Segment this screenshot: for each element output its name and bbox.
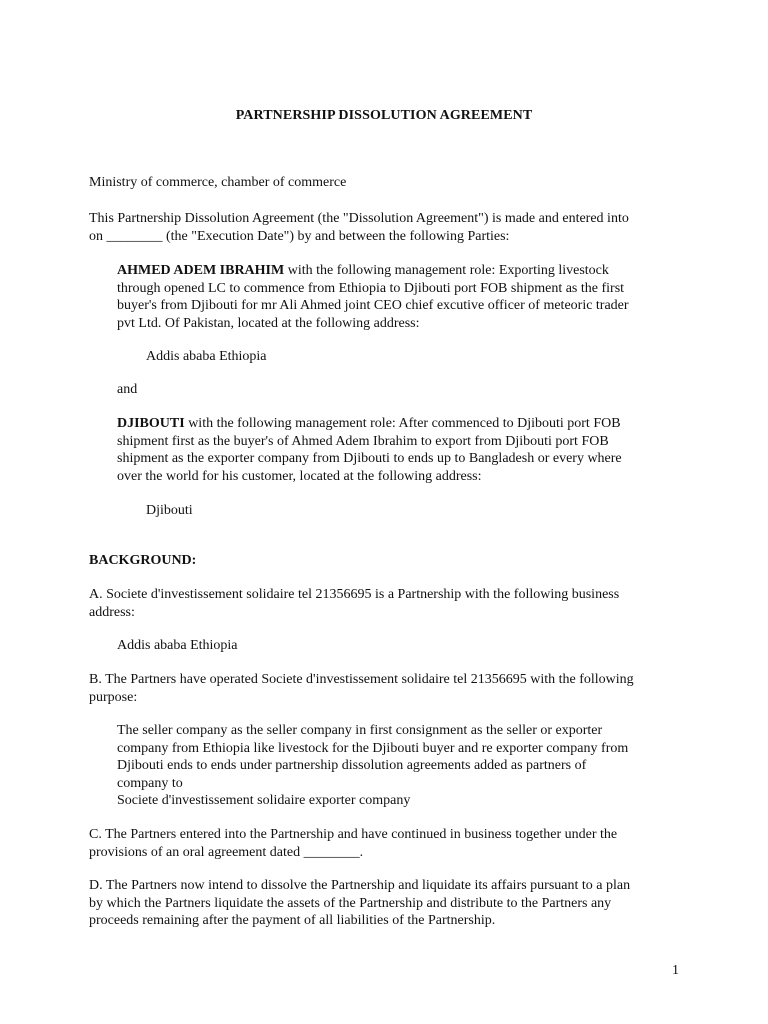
section-b-paragraph bbox=[89, 671, 689, 706]
party-2-line-2: shipment first as the buyer's of Ahmed Adem Ibrahim to export from Djibouti port FOB bbox=[117, 433, 609, 449]
section-d-line-3: proceeds remaining after the payment of all liabilities of the Partnership. bbox=[89, 913, 496, 928]
party-2-name: DJIBOUTI bbox=[117, 416, 185, 431]
intro-line-1: This Partnership Dissolution Agreement (the "Dissolution Agreement") is made and entered into bbox=[89, 211, 629, 226]
section-b-purpose-line-4: company to bbox=[117, 775, 183, 791]
party-1-line-2: through opened LC to commence from Ethiopia to Djibouti port FOB shipment as the first bbox=[117, 280, 625, 296]
background-heading: BACKGROUND: bbox=[89, 553, 197, 568]
party-2-line-3: shipment as the exporter company from Djibouti to ends up to Bangladesh or every where bbox=[117, 451, 622, 466]
and-conjunction: and bbox=[117, 382, 138, 397]
party-1-line-3: buyer's from Djibouti for mr Ali Ahmed joint CEO chief excutive officer of meteoric trader bbox=[117, 298, 629, 313]
section-c-line-1: C. The Partners entered into the Partnership and have continued in business together under the bbox=[89, 827, 618, 842]
section-b-purpose bbox=[117, 722, 677, 810]
section-a-address: Addis ababa Ethiopia bbox=[117, 638, 238, 653]
section-b-line-1: B. The Partners have operated Societe d'investissement solidaire tel 21356695 with the following bbox=[89, 672, 634, 687]
document-title: PARTNERSHIP DISSOLUTION AGREEMENT bbox=[235, 108, 533, 123]
party-1-address: Addis ababa Ethiopia bbox=[146, 349, 267, 364]
section-a-line-2: address: bbox=[89, 604, 135, 620]
party-1-role-start: with the following management role: Exporting livestock bbox=[284, 263, 609, 278]
party-2-paragraph bbox=[117, 415, 677, 485]
party-1-line-4: pvt Ltd. Of Pakistan, located at the following address: bbox=[117, 315, 420, 331]
intro-line-2: on ________ (the "Execution Date") by and between the following Parties: bbox=[89, 228, 510, 244]
party-2-line-4: over the world for his customer, located at the following address: bbox=[117, 468, 482, 484]
section-b-purpose-line-5: Societe d'investissement solidaire exporter company bbox=[117, 793, 411, 808]
ministry-line: Ministry of commerce, chamber of commerce bbox=[89, 175, 347, 190]
section-d-line-2: by which the Partners liquidate the assets of the Partnership and distribute to the Partners any bbox=[89, 895, 612, 911]
section-d-line-1: D. The Partners now intend to dissolve the Partnership and liquidate its affairs pursuant to a plan bbox=[89, 878, 631, 893]
section-b-line-2: purpose: bbox=[89, 689, 138, 705]
intro-paragraph bbox=[89, 210, 689, 245]
section-d-paragraph bbox=[89, 877, 689, 930]
section-a-paragraph bbox=[89, 586, 689, 621]
party-2-line-1 bbox=[117, 415, 677, 433]
section-c-line-2: provisions of an oral agreement dated ________. bbox=[89, 844, 364, 860]
section-c-paragraph bbox=[89, 826, 689, 861]
party-1-paragraph bbox=[117, 262, 677, 332]
section-b-purpose-line-2: company from Ethiopia like livestock for the Djibouti buyer and re exporter company from bbox=[117, 740, 629, 756]
party-1-name: AHMED ADEM IBRAHIM bbox=[117, 263, 285, 278]
section-b-purpose-line-1: The seller company as the seller company in first consignment as the seller or exporter bbox=[117, 723, 603, 738]
section-a-line-1: A. Societe d'investissement solidaire tel 21356695 is a Partnership with the following business bbox=[89, 587, 620, 602]
section-b-purpose-line-3: Djibouti ends to ends under partnership dissolution agreements added as partners of bbox=[117, 758, 587, 773]
party-2-address: Djibouti bbox=[146, 503, 193, 518]
party-2-role-start: with the following management role: After commenced to Djibouti port FOB bbox=[184, 416, 621, 431]
page-number: 1 bbox=[672, 963, 679, 978]
party-1-line-1 bbox=[117, 262, 677, 280]
